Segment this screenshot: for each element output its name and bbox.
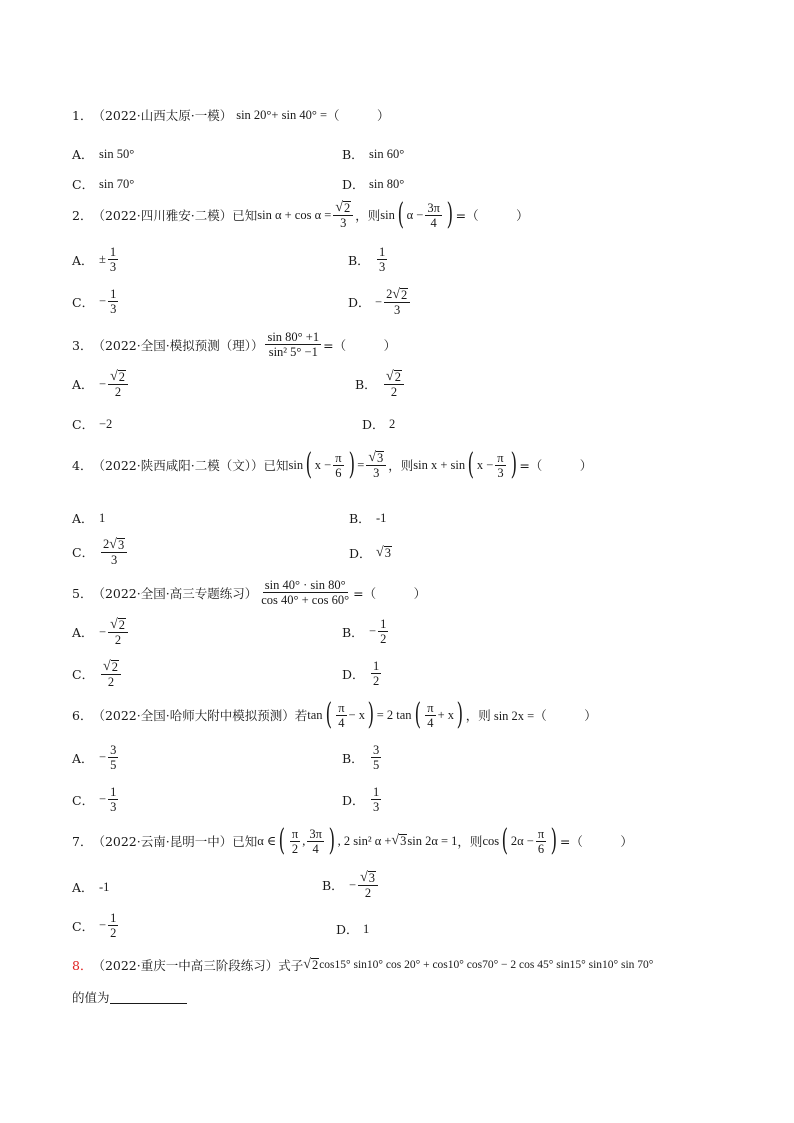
question-number: 7．: [72, 834, 93, 849]
option-c[interactable]: C． − $\frac{1}{2}$: [72, 911, 117, 940]
question-text: ，则: [388, 458, 414, 474]
question-text: ，则: [457, 834, 483, 849]
option-letter: B．: [342, 147, 364, 162]
option-letter: B．: [355, 377, 377, 393]
option-letter: D．: [342, 792, 365, 808]
option-a[interactable]: A． -1: [72, 879, 110, 895]
question-number: 5．: [72, 585, 93, 601]
option-letter: B．: [342, 750, 364, 766]
function-name: tan: [307, 707, 323, 722]
option-a[interactable]: A． − $\frac{3}{5}$: [72, 743, 117, 772]
question-text: ，则: [355, 208, 381, 224]
option-d[interactable]: D． $\frac{1}{2}$: [342, 659, 380, 688]
question-text: 已知: [263, 458, 289, 474]
question-source: （2022·云南·昆明一中）: [92, 834, 233, 849]
option-c[interactable]: C． − $\frac{1}{3}$: [72, 785, 117, 814]
answer-blank: =（ ）: [559, 834, 633, 849]
answer-blank: =（ ）: [519, 458, 593, 474]
option-letter: C．: [72, 792, 95, 808]
option-letter: D．: [336, 922, 359, 937]
expression: , 2 sin² α +: [337, 833, 392, 848]
question-source: （2022·全国·模拟预测（理））: [92, 337, 264, 353]
question-number: 8．: [72, 958, 93, 973]
expression: sin x + sin: [413, 457, 466, 472]
function-name: cos: [482, 833, 500, 848]
option-b[interactable]: B． − √ 3 2: [322, 870, 380, 900]
option-letter: A．: [72, 147, 94, 162]
option-b[interactable]: [342, 145, 404, 163]
option-letter: A．: [72, 750, 94, 766]
question-text: 式子: [278, 958, 304, 973]
option-letter: A．: [72, 880, 94, 895]
fraction: √ 3 3: [366, 450, 386, 480]
question-7: 7． （2022·云南·昆明一中） 已知 α ∈ ( $\frac{\pi}{2}$ , $\frac{3\pi}{4}$ ) , 2 sin² α + √ 3 sin 2α = 1 ，则 cos ( 2α − $\frac{\pi}{6}$ ) =（ ）: [72, 823, 633, 858]
option-d[interactable]: D． $\frac{1}{3}$: [342, 785, 380, 814]
option-letter: A．: [72, 252, 94, 268]
parenthesized-expression: ( α − $\frac{3\pi}{4}$ ): [397, 197, 453, 233]
option-letter: A．: [72, 511, 94, 526]
option-d[interactable]: D． − 2 √ 2 3: [348, 287, 412, 317]
expression: ，则 sin 2x =: [465, 709, 535, 723]
option-letter: C．: [72, 667, 95, 683]
option-letter: C．: [72, 918, 95, 934]
fraction: $\frac{\sin 40^\circ \cdot \sin 80^\circ}{\cos 40^\circ + \cos 60^\circ}$: [261, 578, 350, 607]
condition-expression: sin α + cos α =: [257, 207, 332, 222]
question-8-tail: [72, 988, 187, 1006]
option-b[interactable]: B． √ 2 2: [355, 369, 406, 399]
option-letter: C．: [72, 417, 95, 432]
option-d[interactable]: D． 2: [362, 416, 396, 432]
option-a[interactable]: A． ± $\frac{1}{3}$: [72, 245, 117, 274]
option-c[interactable]: C． −2: [72, 416, 113, 432]
expression: sin 2α = 1: [407, 833, 458, 848]
fraction: $\frac{\sin 80^\circ +1}{\text{sin² 5° −1}}$: [267, 330, 320, 359]
question-text: 若: [294, 708, 308, 723]
option-c[interactable]: [72, 175, 134, 193]
parenthesized-expression: ( $\frac{\pi}{4}$ − x ): [325, 697, 375, 732]
question-8: 8． （2022·重庆一中高三阶段练习） 式子 √ 2 cos15° sin10° cos 20° + cos10° cos70° − 2 cos 45° sin15° sin10° sin 70°: [72, 956, 654, 973]
parenthesized-expression: ( $\frac{\pi}{4}$ + x ): [414, 697, 464, 732]
option-letter: D．: [349, 546, 372, 561]
question-source: （2022·陕西咸阳·二模（文））: [92, 458, 264, 474]
option-text: sin 70°: [99, 176, 135, 191]
question-text: 已知: [232, 208, 258, 224]
question-number: 3．: [72, 337, 93, 353]
option-c[interactable]: C． √ 2 2: [72, 659, 123, 689]
option-d[interactable]: D． √ 3: [349, 544, 391, 561]
option-d[interactable]: [342, 175, 404, 193]
question-number: 6．: [72, 708, 93, 723]
option-letter: B．: [342, 624, 364, 640]
option-letter: D．: [342, 666, 365, 682]
option-letter: B．: [348, 252, 370, 268]
answer-blank: =（ ）: [455, 208, 529, 224]
option-a[interactable]: [72, 145, 134, 163]
parenthesized-expression: ( x − $\frac{\pi}{6}$ ): [305, 447, 355, 483]
option-letter: C．: [72, 177, 95, 192]
option-letter: A．: [72, 625, 94, 641]
question-expression: sin 20°+ sin 40° =: [236, 107, 327, 122]
question-1: [72, 106, 390, 124]
question-6: [72, 697, 597, 732]
option-letter: D．: [362, 417, 385, 432]
question-text: 已知: [232, 834, 258, 849]
question-number: 2．: [72, 208, 93, 224]
question-5: [72, 578, 426, 607]
option-letter: B．: [349, 511, 371, 526]
option-letter: D．: [342, 177, 365, 192]
question-2: [72, 197, 529, 233]
parenthesized-expression: ( 2α − $\frac{\pi}{6}$ ): [501, 823, 558, 858]
option-b[interactable]: B． -1: [349, 510, 387, 526]
option-b[interactable]: B． $\frac{3}{5}$: [342, 743, 380, 772]
expression: α ∈: [257, 834, 277, 848]
option-c[interactable]: C． − $\frac{1}{3}$: [72, 287, 117, 316]
answer-blank: （ ）: [327, 108, 390, 123]
option-letter: D．: [348, 295, 371, 311]
question-source: （2022·山西太原·一模）: [92, 108, 233, 123]
question-text: 的值为: [72, 990, 110, 1005]
fraction: √ 2 3: [333, 200, 353, 230]
question-source: （2022·四川雅安·二模）: [92, 208, 233, 224]
option-text: sin 50°: [99, 146, 135, 161]
option-a[interactable]: A． 1: [72, 510, 106, 526]
answer-blank: =（ ）: [323, 337, 397, 353]
question-number: 1．: [72, 108, 93, 123]
question-source: （2022·重庆一中高三阶段练习）: [92, 958, 279, 973]
option-d[interactable]: D． 1: [336, 921, 370, 937]
option-letter: A．: [72, 377, 94, 393]
function-name: sin: [380, 207, 395, 222]
option-b[interactable]: B． $\frac{1}{3}$: [348, 245, 386, 274]
question-4: 4． （2022·陕西咸阳·二模（文）） 已知 sin ( x − $\frac{\pi}{6}$ ) = √ 3 3 ，则 sin x + sin ( x − $\frac{\pi}{3}$ ) =（ ）: [72, 447, 593, 483]
question-3: [72, 330, 396, 359]
question-source: （2022·全国·哈师大附中模拟预测）: [92, 708, 295, 723]
interval: ( $\frac{\pi}{2}$ , $\frac{3\pi}{4}$ ): [278, 823, 335, 858]
expression: = 2 tan: [376, 707, 412, 722]
option-text: sin 60°: [369, 146, 405, 161]
answer-blank-line[interactable]: [110, 991, 187, 1004]
option-letter: C．: [72, 545, 95, 561]
option-b[interactable]: B． − $\frac{1}{2}$: [342, 617, 387, 646]
option-text: sin 80°: [369, 176, 405, 191]
function-name: sin: [288, 457, 304, 472]
option-a[interactable]: A． − √ 2 2: [72, 369, 130, 399]
parenthesized-expression: ( x − $\frac{\pi}{3}$ ): [467, 447, 517, 483]
question-number: 4．: [72, 458, 93, 474]
option-letter: B．: [322, 878, 344, 894]
option-a[interactable]: A． − √ 2 2: [72, 617, 130, 647]
expression: cos15° sin10° cos 20° + cos10° cos70° − 2 cos 45° sin15° sin10° sin 70°: [319, 959, 654, 971]
option-letter: C．: [72, 294, 95, 310]
answer-blank: =（ ）: [353, 585, 427, 601]
answer-blank: （ ）: [534, 708, 597, 723]
question-source: （2022·全国·高三专题练习）: [92, 585, 258, 601]
option-c[interactable]: C． 2 √ 3 3: [72, 537, 129, 567]
